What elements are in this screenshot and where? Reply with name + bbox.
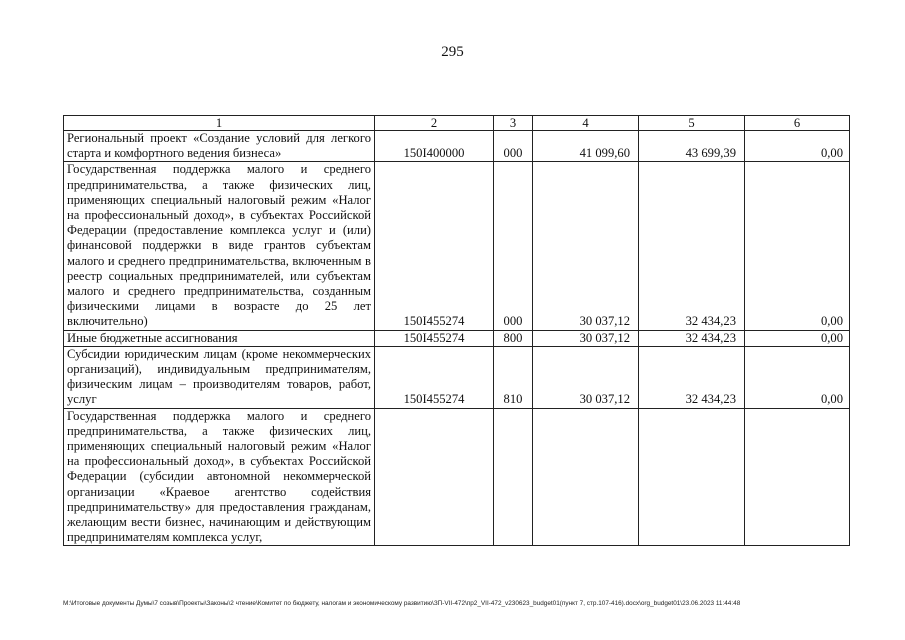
row-value-col6: 0,00	[745, 346, 850, 408]
row-value-col4: 41 099,60	[533, 131, 639, 162]
row-name-cell	[64, 408, 375, 546]
row-code: 150I455274	[375, 162, 494, 330]
row-value-col6: 0,00	[745, 330, 850, 346]
row-value-col5: 32 434,23	[639, 346, 745, 408]
row-value-col5: 32 434,23	[639, 162, 745, 330]
row-name: Субсидии юридическим лицам (кроме некоммерческих организаций), индивидуальным предпринимателям, физическим лицам – производителям товаров, работ, услуг	[67, 346, 371, 407]
row-value-col6: 0,00	[745, 131, 850, 162]
row-name-cell	[64, 346, 375, 408]
row-name-cell	[64, 162, 375, 330]
table-row	[64, 346, 850, 408]
page-number: 295	[441, 44, 464, 60]
budget-table-container	[63, 115, 849, 546]
row-name-cell	[64, 131, 375, 162]
row-type: 800	[494, 330, 533, 346]
column-header-3: 3	[494, 116, 533, 131]
row-value-col6: 0,00	[745, 162, 850, 330]
row-value-col4: 30 037,12	[533, 346, 639, 408]
row-value-col5: 32 434,23	[639, 330, 745, 346]
column-header-6: 6	[745, 116, 850, 131]
table-header-row	[64, 116, 850, 131]
column-header-4: 4	[533, 116, 639, 131]
row-value-col6	[745, 408, 850, 546]
table-row	[64, 131, 850, 162]
row-code: 150I455274	[375, 330, 494, 346]
table-row	[64, 162, 850, 330]
row-name: Государственная поддержка малого и среднего предпринимательства, а также физических лиц, применяющих специальный налоговый режим «Налог на профессиональный доход», в субъектах Российской Федерации (субсидии автономной некоммерческой организации «Краевое агентство содействия предпринимательству» для предоставления гражданам, желающим вести бизнес, начинающим и действующим предпринимателям комплекса услуг,	[67, 408, 371, 545]
row-name-cell	[64, 330, 375, 346]
row-value-col4	[533, 408, 639, 546]
row-name: Региональный проект «Создание условий для легкого старта и комфортного ведения бизнеса»	[67, 131, 371, 161]
table-row	[64, 408, 850, 546]
row-value-col4: 30 037,12	[533, 330, 639, 346]
table-row	[64, 330, 850, 346]
row-code: 150I455274	[375, 346, 494, 408]
row-code	[375, 408, 494, 546]
footer-file-path: M:\Итоговые документы Думы\7 созыв\Проекты\Законы\2 чтение\Комитет по бюджету, налогам и экономическому развитию\ЗП-VII-472\пр2_VII-472_v230623_budget01(пункт 7, стр.107-416).docx\org_budget01\23.06.2023 11:44:48	[63, 600, 741, 607]
row-value-col4: 30 037,12	[533, 162, 639, 330]
column-header-1: 1	[64, 116, 375, 131]
column-header-5: 5	[639, 116, 745, 131]
row-type: 000	[494, 131, 533, 162]
row-name: Государственная поддержка малого и среднего предпринимательства, а также физических лиц, применяющих специальный налоговый режим «Налог на профессиональный доход», в субъектах Российской Федерации (предоставление комплекса услуг и (или) финансовой поддержки в виде грантов субъектам малого и среднего предпринимательства, включенным в реестр социальных предпринимателей, или субъектам малого и среднего предпринимательства, созданным физическими лицами в возрасте до 25 лет включительно)	[67, 162, 371, 329]
row-value-col5: 43 699,39	[639, 131, 745, 162]
row-value-col5	[639, 408, 745, 546]
row-type: 810	[494, 346, 533, 408]
row-type: 000	[494, 162, 533, 330]
row-type	[494, 408, 533, 546]
row-code: 150I400000	[375, 131, 494, 162]
column-header-2: 2	[375, 116, 494, 131]
budget-table	[63, 115, 850, 546]
row-name: Иные бюджетные ассигнования	[67, 330, 238, 345]
